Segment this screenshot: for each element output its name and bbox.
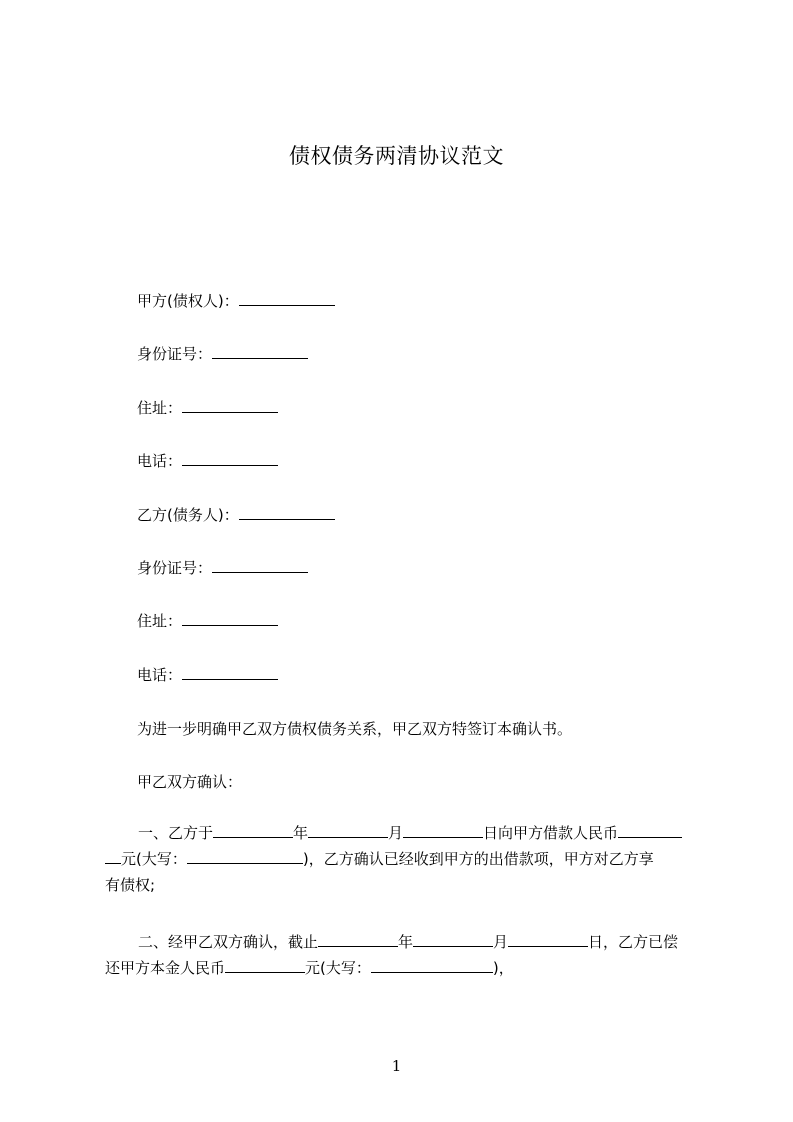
clause-1-amount-blank-cont — [105, 849, 121, 864]
party-b-phone-field — [137, 664, 278, 686]
party-a-id-label: 身份证号： — [137, 345, 213, 363]
party-a-phone-blank — [182, 451, 278, 466]
party-a-address-field — [137, 397, 278, 419]
party-b-address-label: 住址： — [137, 612, 183, 630]
clause-2-year-blank — [318, 932, 398, 947]
party-b-label: 乙方(债务人)： — [137, 506, 239, 524]
clause-1-text-e: )，乙方确认已经收到甲方的出借款项，甲方对乙方享 — [302, 850, 654, 868]
party-b-id-label: 身份证号： — [137, 559, 213, 577]
clause-2-yuan-label: 元(大写： — [305, 959, 371, 977]
party-b-id-field — [137, 557, 308, 579]
party-b-field — [137, 504, 335, 526]
clause-2-line-1 — [105, 929, 705, 955]
party-b-phone-label: 电话： — [137, 666, 183, 684]
clause-1-year-label: 年 — [293, 824, 309, 842]
intro-paragraph: 为进一步明确甲乙双方债权债务关系，甲乙双方特签订本确认书。 — [137, 720, 573, 738]
clause-1-amount-blank — [618, 823, 682, 838]
party-a-field — [137, 290, 335, 312]
party-b-blank — [239, 505, 335, 520]
party-a-address-blank — [182, 398, 278, 413]
clause-2-text-a: 二、经甲乙双方确认，截止 — [138, 933, 319, 951]
party-b-address-field — [137, 610, 278, 632]
clause-1-year-blank — [213, 823, 293, 838]
clause-1 — [105, 820, 705, 898]
clause-2-text-e: 还甲方本金人民币 — [105, 959, 226, 977]
clause-1-yuan-label: 元(大写： — [121, 850, 187, 868]
party-a-phone-field — [137, 450, 278, 472]
party-b-id-blank — [212, 558, 308, 573]
clause-2-month-label: 月 — [493, 933, 509, 951]
clause-1-text-d: 日向甲方借款人民币 — [483, 824, 619, 842]
clause-1-text-a: 一、乙方于 — [138, 824, 214, 842]
clause-1-capital-blank — [187, 849, 303, 864]
clause-1-line-1 — [105, 820, 705, 846]
clause-2-text-d: 日，乙方已偿 — [588, 933, 679, 951]
clause-2-capital-blank — [371, 958, 493, 973]
party-b-address-blank — [182, 611, 278, 626]
clause-1-line-3: 有债权; — [105, 876, 156, 894]
party-a-id-field — [137, 343, 308, 365]
clause-1-month-label: 月 — [388, 824, 404, 842]
party-a-blank — [239, 291, 335, 306]
clause-2-month-blank — [413, 932, 493, 947]
party-a-address-label: 住址： — [137, 399, 183, 417]
clause-2-amount-blank — [225, 958, 305, 973]
clause-1-month-blank — [308, 823, 388, 838]
clause-2-line-2 — [105, 955, 705, 981]
party-a-label: 甲方(债权人)： — [137, 292, 239, 310]
party-a-phone-label: 电话： — [137, 452, 183, 470]
clause-1-line-2 — [105, 846, 705, 872]
clause-2-year-label: 年 — [398, 933, 414, 951]
party-a-id-blank — [212, 344, 308, 359]
clause-1-day-blank — [403, 823, 483, 838]
clause-2-text-f: )， — [492, 959, 514, 977]
page-number: 1 — [391, 1057, 402, 1075]
party-b-phone-blank — [182, 665, 278, 680]
document-title: 债权债务两清协议范文 — [289, 144, 504, 168]
clause-2-day-blank — [508, 932, 588, 947]
confirm-heading: 甲乙双方确认： — [137, 773, 243, 791]
clause-2 — [105, 929, 705, 981]
